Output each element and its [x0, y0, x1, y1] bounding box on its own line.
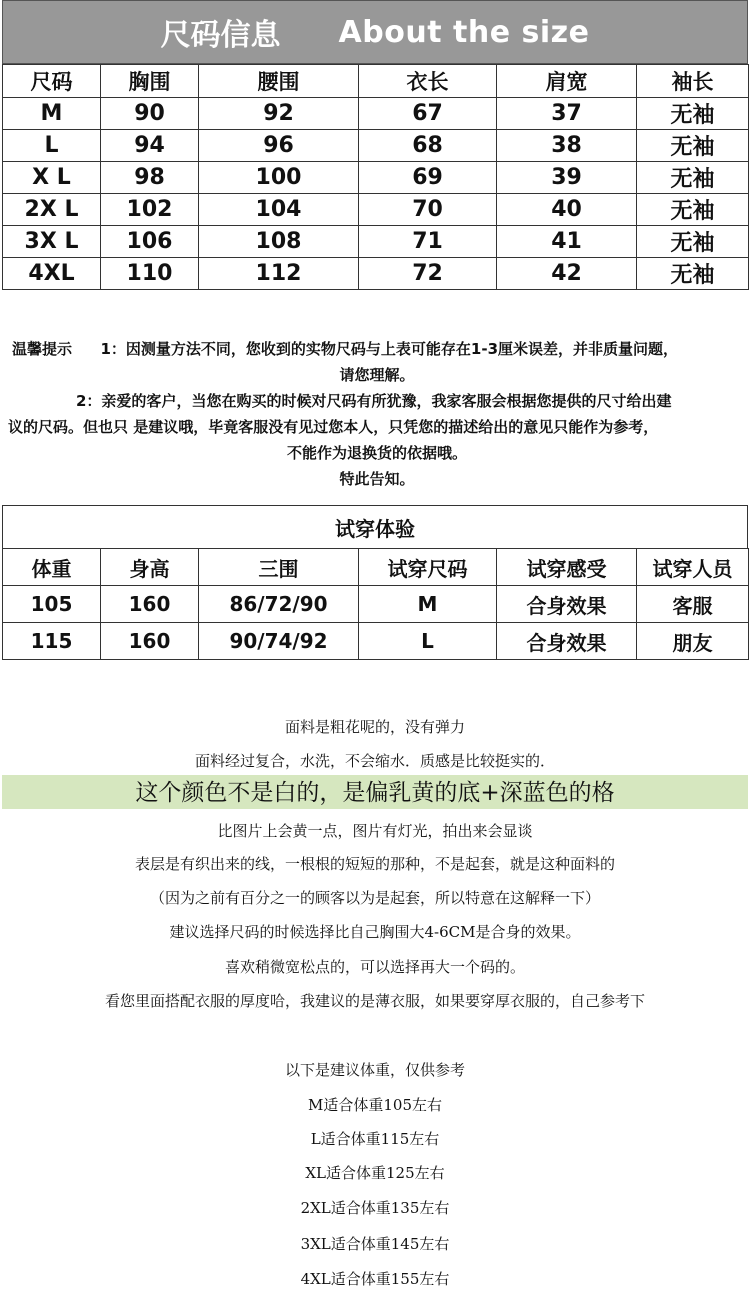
tryon-cell: 105 [3, 586, 101, 623]
fabric-line-3: 比图片上会黄一点，图片有灯光，拍出来会显谈 [217, 822, 533, 840]
size-cell: 104 [199, 194, 359, 226]
size-cell: 无袖 [637, 226, 749, 258]
weight-item: L适合体重115左右 [310, 1130, 440, 1148]
size-table-title [2, 0, 748, 64]
size-cell: 72 [359, 258, 497, 290]
tips-section [8, 336, 742, 492]
weight-item: XL适合体重125左右 [305, 1164, 445, 1182]
size-cell: 102 [101, 194, 199, 226]
size-cell: 106 [101, 226, 199, 258]
size-title-cn: 尺码信息 [160, 18, 281, 53]
size-cell: 92 [199, 98, 359, 130]
table-row [3, 194, 749, 226]
size-table-header-row [3, 65, 749, 98]
size-cell: 42 [497, 258, 637, 290]
size-cell: 70 [359, 194, 497, 226]
table-row [3, 98, 749, 130]
size-cell: 40 [497, 194, 637, 226]
size-cell: 无袖 [637, 194, 749, 226]
size-cell: 67 [359, 98, 497, 130]
tip-1-line-2: 请您理解。 [339, 366, 415, 384]
tryon-cell: 160 [101, 586, 199, 623]
size-cell: 2X L [3, 194, 101, 226]
size-cell: 39 [497, 162, 637, 194]
size-title-en: About the size [338, 14, 590, 50]
tip-1-line-1: 1：因测量方法不同，您收到的实物尺码与上表可能存在1-3厘米误差，并非质量问题， [100, 340, 679, 358]
size-cell: 98 [101, 162, 199, 194]
tryon-header-cell: 试穿人员 [637, 549, 749, 586]
weight-item: 4XL适合体重155左右 [300, 1270, 450, 1288]
size-cell: 无袖 [637, 130, 749, 162]
tryon-cell: 86/72/90 [199, 586, 359, 623]
tryon-header-cell: 身高 [101, 549, 199, 586]
tryon-header-cell: 试穿感受 [497, 549, 637, 586]
size-cell: 108 [199, 226, 359, 258]
tryon-section [2, 505, 748, 660]
tip-2-line-4: 特此告知。 [339, 470, 415, 488]
size-cell: 69 [359, 162, 497, 194]
size-cell: 3X L [3, 226, 101, 258]
fabric-line-5: （因为之前有百分之一的顾客以为是起套，所以特意在这解释一下） [149, 889, 600, 907]
tip-2-line-3: 不能作为退换货的依据哦。 [286, 444, 467, 462]
size-cell: 无袖 [637, 98, 749, 130]
fabric-line-1: 面料是粗花呢的，没有弹力 [284, 718, 465, 736]
table-row [3, 623, 749, 660]
size-cell: 94 [101, 130, 199, 162]
tip-1 [12, 336, 742, 362]
tryon-header-row [3, 549, 749, 586]
size-header-cell: 尺码 [3, 65, 101, 98]
tryon-cell: 90/74/92 [199, 623, 359, 660]
fabric-line-8: 看您里面搭配衣服的厚度哈，我建议的是薄衣服，如果要穿厚衣服的，自己参考下 [104, 992, 645, 1010]
tip-2-line-2: 议的尺码。但也只 是建议哦，毕竟客服没有见过您本人，只凭您的描述给出的意见只能作为参考， [8, 418, 659, 436]
tryon-cell: 合身效果 [497, 586, 637, 623]
fabric-line-7: 喜欢稍微宽松点的，可以选择再大一个码的。 [224, 958, 525, 976]
fabric-line-6: 建议选择尺码的时候选择比自己胸围大4-6CM是合身的效果。 [169, 923, 581, 941]
size-cell: 41 [497, 226, 637, 258]
size-header-cell: 衣长 [359, 65, 497, 98]
weight-item: 3XL适合体重145左右 [300, 1235, 450, 1253]
size-header-cell: 腰围 [199, 65, 359, 98]
tryon-cell: 朋友 [637, 623, 749, 660]
size-cell: 71 [359, 226, 497, 258]
weights-intro: 以下是建议体重，仅供参考 [284, 1061, 465, 1079]
size-cell: 38 [497, 130, 637, 162]
tip-2-line-1: 2：亲爱的客户，当您在购买的时候对尺码有所犹豫，我家客服会根据您提供的尺寸给出建 [76, 392, 672, 410]
tryon-header-cell: 体重 [3, 549, 101, 586]
size-cell: 100 [199, 162, 359, 194]
tryon-cell: L [359, 623, 497, 660]
size-table-section [2, 0, 748, 290]
weight-item: M适合体重105左右 [308, 1096, 442, 1114]
size-header-cell: 肩宽 [497, 65, 637, 98]
size-cell: 无袖 [637, 258, 749, 290]
tryon-cell: 客服 [637, 586, 749, 623]
size-cell: 无袖 [637, 162, 749, 194]
tryon-cell: 合身效果 [497, 623, 637, 660]
table-row [3, 162, 749, 194]
tryon-table [2, 548, 749, 660]
size-cell: L [3, 130, 101, 162]
tryon-cell: M [359, 586, 497, 623]
tryon-title: 试穿体验 [2, 505, 748, 548]
size-table [2, 64, 749, 290]
size-cell: 4XL [3, 258, 101, 290]
table-row [3, 586, 749, 623]
size-header-cell: 胸围 [101, 65, 199, 98]
tips-label: 温馨提示 [12, 340, 73, 358]
size-header-cell: 袖长 [637, 65, 749, 98]
fabric-line-4: 表层是有织出来的线，一根根的短短的那种，不是起套，就是这种面料的 [134, 855, 615, 873]
fabric-line-2: 面料经过复合，水洗，不会缩水．质感是比较挺实的． [194, 752, 555, 770]
tryon-cell: 115 [3, 623, 101, 660]
table-row [3, 130, 749, 162]
size-cell: 68 [359, 130, 497, 162]
size-cell: 90 [101, 98, 199, 130]
size-cell: X L [3, 162, 101, 194]
color-notice-banner: 这个颜色不是白的，是偏乳黄的底+深蓝色的格 [2, 775, 748, 809]
tryon-cell: 160 [101, 623, 199, 660]
size-cell: 110 [101, 258, 199, 290]
table-row [3, 258, 749, 290]
size-cell: 112 [199, 258, 359, 290]
table-row [3, 226, 749, 258]
size-cell: 37 [497, 98, 637, 130]
weight-item: 2XL适合体重135左右 [300, 1199, 450, 1217]
tryon-header-cell: 三围 [199, 549, 359, 586]
size-cell: M [3, 98, 101, 130]
tryon-header-cell: 试穿尺码 [359, 549, 497, 586]
size-cell: 96 [199, 130, 359, 162]
